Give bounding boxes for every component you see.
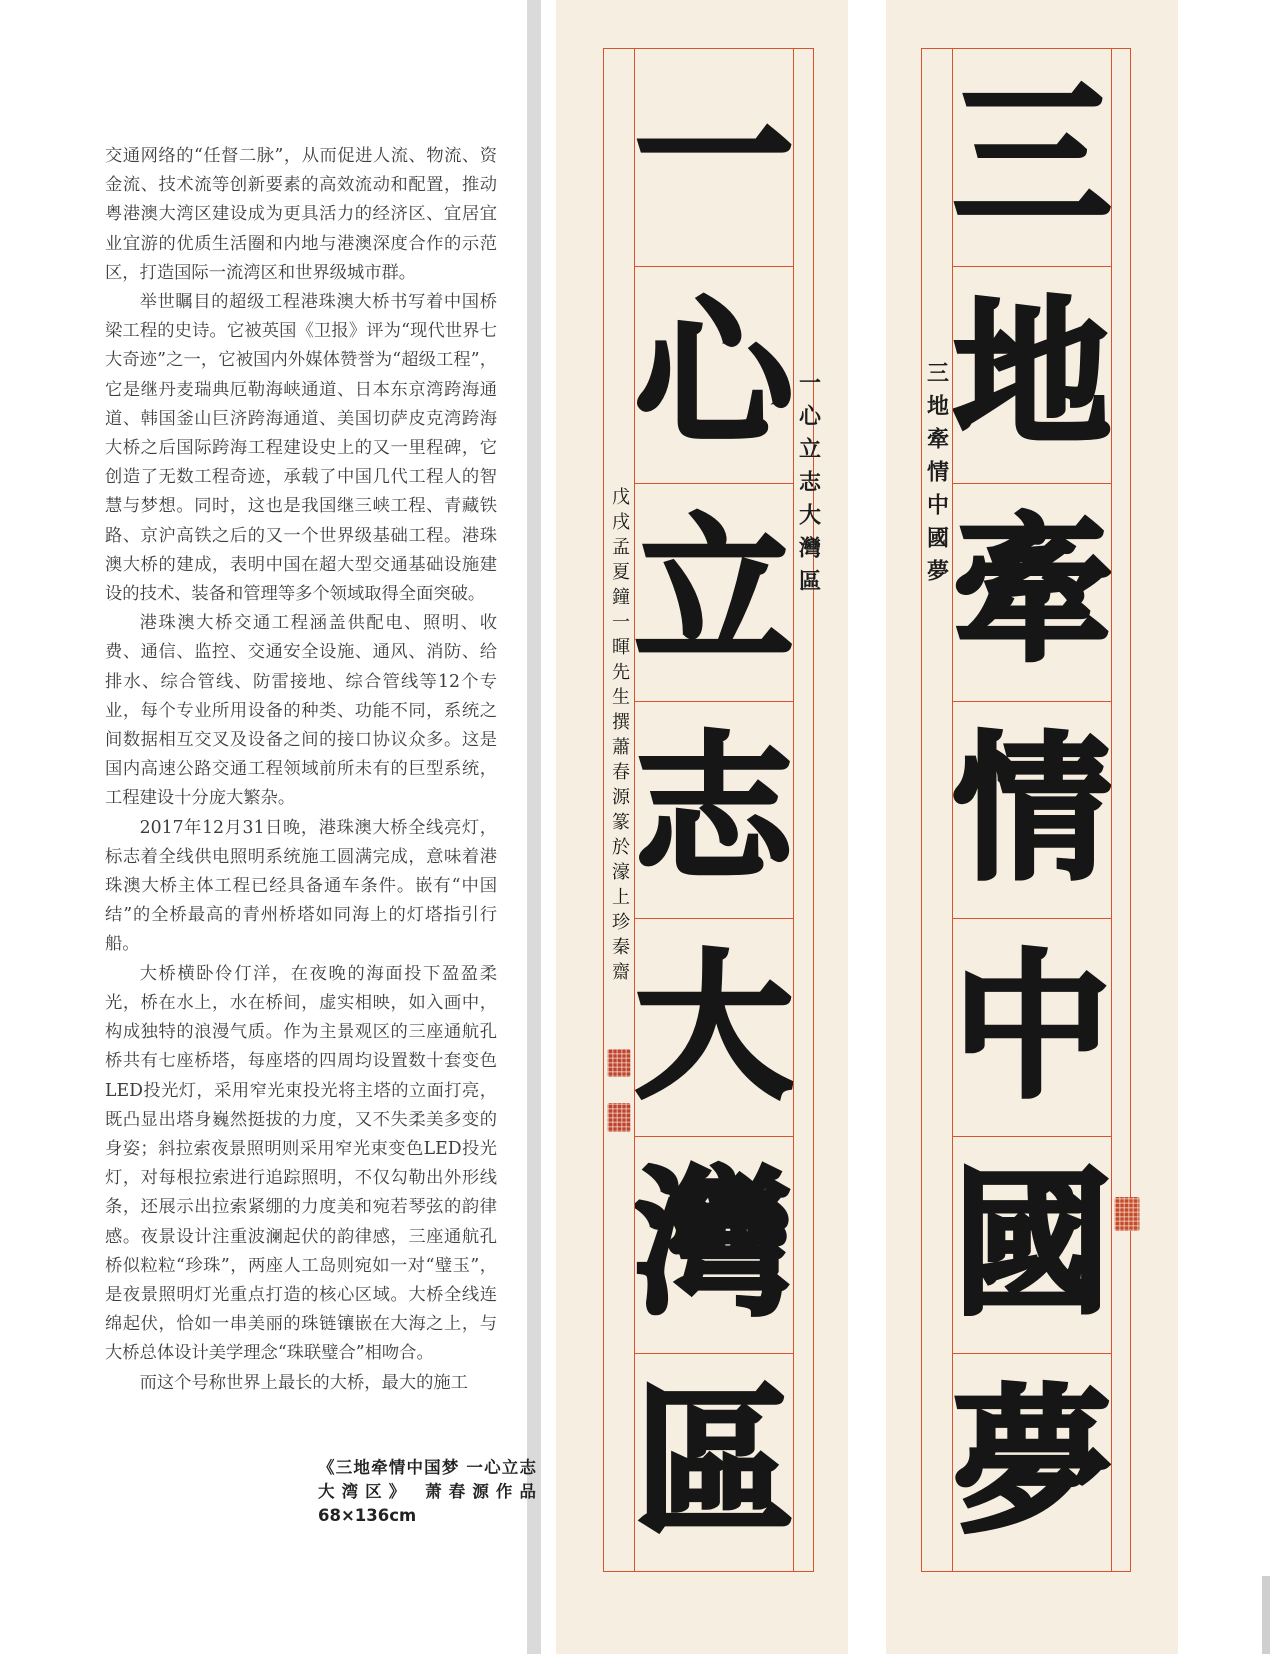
article-paragraph: 举世瞩目的超级工程港珠澳大桥书写着中国桥梁工程的史诗。它被英国《卫报》评为“现代世界七大奇迹”之一，它被国内外媒体赞誉为“超级工程”，它是继丹麦瑞典厄勒海峡通道、日本东京湾跨海通道、韩国釜山巨济跨海通道、美国切萨皮克湾跨海大桥之后国际跨海工程建设史上的又一里程碑，它创造了无数工程奇迹，承载了中国几代工程人的智慧与梦想。同时，这也是我国继三峡工程、青藏铁路、京沪高铁之后的又一个世界级基础工程。港珠澳大桥的建成，表明中国在超大型交通基础设施建设的技术、装备和管理等多个领域取得全面突破。 (105, 292, 497, 605)
scroll-main-column (953, 49, 1111, 1571)
seal-script-character: 心 (635, 281, 793, 467)
character-cell (953, 702, 1111, 920)
article-text-column (105, 142, 497, 1398)
character-cell (953, 1137, 1111, 1355)
character-cell (953, 1354, 1111, 1571)
article-paragraph: 交通网络的“任督二脉”，从而促进人流、物流、资金流、技术流等创新要素的高效流动和配置，推动粤港澳大湾区建设成为更具活力的经济区、宜居宜业宜游的优质生活圈和内地与港澳深度合作的示范区，打造国际一流湾区和世界级城市群。 (105, 146, 497, 283)
scroll-side-title: 三地牽情中國夢 (923, 361, 950, 592)
seal-script-character: 志 (635, 717, 793, 903)
character-cell (953, 919, 1111, 1137)
character-cell (953, 49, 1111, 267)
scroll-side-title: 一心立志大灣區 (795, 371, 822, 602)
page-fold-gutter-bar (527, 0, 541, 1654)
seal-script-character: 地 (953, 281, 1111, 467)
page-edge-bar (1262, 1576, 1270, 1654)
article-paragraph: 2017年12月31日晚，港珠澳大桥全线亮灯，标志着全线供电照明系统施工圆满完成，意味着港珠澳大桥主体工程已经具备通车条件。嵌有“中国结”的全桥最高的青州桥塔如同海上的灯塔指引行船。 (105, 817, 497, 955)
article-paragraph: 港珠澳大桥交通工程涵盖供配电、照明、收费、通信、监控、交通安全设施、通风、消防、给排水、综合管线、防雷接地、综合管线等12个专业，每个专业所用设备的种类、功能不同，系统之间数据相互交叉及设备之间的接口协议众多。这是国内高速公路交通工程领域前所未有的巨型系统，工程建设十分庞大繁杂。 (105, 613, 497, 809)
character-cell (635, 1137, 793, 1355)
scroll-grid-frame (921, 48, 1131, 1572)
character-cell (953, 267, 1111, 485)
character-cell (635, 702, 793, 920)
artist-signature: 戊戌孟夏鐘一暉先生撰蕭春源篆於濠上珍秦齋 (609, 487, 630, 987)
character-cell (635, 1354, 793, 1571)
character-cell (635, 484, 793, 702)
scroll-signature-column (604, 49, 635, 1571)
seal-script-character: 中 (953, 934, 1111, 1120)
seal-script-character: 三 (953, 64, 1111, 250)
article-paragraph: 而这个号称世界上最长的大桥，最大的施工 (139, 1372, 468, 1393)
seal-script-character: 情 (953, 717, 1111, 903)
seal-script-character: 一 (635, 64, 793, 250)
seal-script-character: 區 (635, 1369, 793, 1555)
seal-script-character: 國 (953, 1152, 1111, 1338)
scroll-main-column (635, 49, 793, 1571)
character-cell (953, 484, 1111, 702)
calligraphy-scroll-sandiqianqing (886, 0, 1178, 1654)
seal-script-character: 立 (635, 499, 793, 685)
character-cell (635, 267, 793, 485)
red-seal-stamp (608, 1103, 631, 1132)
seal-script-character: 夢 (953, 1369, 1111, 1555)
article-paragraph: 大桥横卧伶仃洋，在夜晚的海面投下盈盈柔光，桥在水上，水在桥间，虚实相映，如入画中，构成独特的浪漫气质。作为主景观区的三座通航孔桥共有七座桥塔，每座塔的四周均设置数十套变色LED投光灯，采用窄光束投光将主塔的立面打亮，既凸显出塔身巍然挺拔的力度，又不失柔美多变的身姿；斜拉索夜景照明则采用窄光束变色LED投光灯，对每根拉索进行追踪照明，不仅勾勒出外形线条，还展示出拉索紧绷的力度美和宛若琴弦的韵律感。夜景设计注重波澜起伏的韵律感，三座通航孔桥似粒粒“珍珠”，两座人工岛则宛如一对“璧玉”，是夜景照明灯光重点打造的核心区域。大桥全线连绵起伏，恰如一串美丽的珠链镶嵌在大海之上，与大桥总体设计美学理念“珠联璧合”相吻合。 (105, 963, 497, 1364)
seal-script-character: 灣 (635, 1152, 793, 1338)
red-seal-stamp (608, 1049, 631, 1077)
scroll-grid-frame (603, 48, 822, 1572)
scroll-seal-column (1111, 49, 1142, 1571)
scroll-sidetext-column (922, 49, 953, 1571)
seal-script-character: 牽 (953, 499, 1111, 685)
character-cell (635, 49, 793, 267)
artwork-caption: 《三地牵情中国梦 一心立志大湾区》 萧春源作品 68×136cm (318, 1458, 536, 1525)
seal-script-character: 大 (635, 934, 793, 1120)
scroll-sidetext-column (793, 49, 824, 1571)
character-cell (635, 919, 793, 1137)
red-seal-stamp (1115, 1197, 1140, 1231)
calligraphy-scroll-yixinlizhi (556, 0, 848, 1654)
